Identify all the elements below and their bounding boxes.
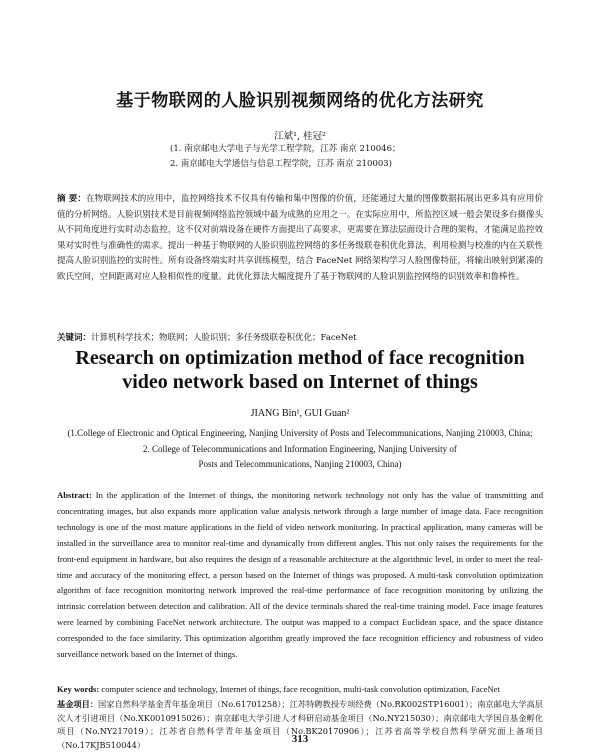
chinese-authors: 江斌¹, 桂冠²: [274, 131, 326, 142]
english-keywords: [57, 684, 543, 694]
english-authors: JIANG Bin¹, GUI Guan²: [250, 408, 350, 419]
page-number: 313: [291, 733, 309, 745]
chinese-keywords-label: 关键词：: [57, 333, 92, 343]
english-keywords-text: computer science and technology, Internet of things, face recognition, multi-task convolution optimization, FaceNet: [101, 684, 500, 694]
chinese-abstract-text: 在物联网技术的应用中，监控网络技术不仅具有传输和集中图像的价值，还能通过大量的图像数据拓展出更多具有应用价值的分析网络。人脸识别技术是目前视频网络监控领域中最为成熟的应用之一。在实际应用中，所监控区域一般会架设多台摄像头从不同角度进行实时动态监控，这不仅对前端设备在硬件方面提出了高要求，更需要在算法层面设计合理的架构，才能满足监控效果对实时性与准确性的需求。提出一种基于物联网的人脸识别监控网络的多任务级联卷积优化算法，利用检测与校准的内在关联性提高人脸识别监控的实时性。所有设备终端实时共享训练模型，结合 FaceNet 网络架构学习人脸图像特征，将输出映射到紧凑的欧氏空间，空间距离对应人脸相似性的度量。此优化算法大幅度提升了基于物联网的人脸识别监控网络的识别效率和鲁棒性。: [57, 194, 543, 282]
chinese-keywords: [57, 331, 543, 343]
chinese-abstract: [57, 192, 543, 285]
english-affiliation-line-3: Posts and Telecommunications, Nanjing 210003, China): [198, 459, 402, 469]
funding-text: 国家自然科学基金青年基金项目（No.61701258）；江苏特聘教授专项经费（No.RK002STP16001）；南京邮电大学高层次人才引进项目（No.XK0010915026）；南京邮电大学引进人才科研启动基金项目（No.NY215030）；南京邮电大学国自基金孵化项目（No.NY217019）；江苏省自然科学青年基金项目（No.BK20170906）；江苏省高等学校自然科学研究面上备项目（No.17KJB510044）: [57, 699, 543, 750]
chinese-affiliation-2: 2. 南京邮电大学通信与信息工程学院，江苏 南京 210003): [170, 159, 392, 169]
english-title: [0, 346, 600, 394]
chinese-title: 基于物联网的人脸识别视频网络的优化方法研究: [116, 91, 484, 111]
chinese-affiliation-1: (1. 南京邮电大学电子与光学工程学院，江苏 南京 210046；: [170, 144, 401, 154]
english-abstract: [57, 488, 543, 663]
english-affiliations: [57, 426, 543, 473]
english-affiliation-line-2: 2. College of Telecommunications and Information Engineering, Nanjing University of: [143, 443, 457, 454]
english-keywords-label: Key words:: [57, 684, 100, 694]
english-title-line-1: Research on optimization method of face recognition: [75, 347, 525, 369]
english-abstract-label: Abstract:: [57, 490, 92, 500]
english-affiliation-line-1: (1.College of Electronic and Optical Engineering, Nanjing University of Posts and Telecommunications, Nanjing 210003, China;: [67, 428, 533, 438]
english-title-line-2: video network based on Internet of things: [122, 371, 478, 393]
chinese-keywords-text: 计算机科学技术；物联网；人脸识别；多任务级联卷积优化；FaceNet: [91, 333, 357, 343]
funding-label: 基金项目：: [57, 699, 99, 709]
english-abstract-text: In the application of the Internet of things, the monitoring network technology not only has the value of transmitting and concentrating images, but also expands more application value analysis network through a large number of image data. Face recognition technology is one of the most mature applications in the field of video network monitoring. In practical application, many cameras will be installed in the surveillance area to monitor real-time and dynamically from different angles. This not only raises the requirements for the front-end equipment in hardware, but also requires the design of a reasonable architecture at the algorithmic level, in order to meet the real-time and accuracy of the monitoring effect, a person based on the Internet of things was proposed. A multi-task convolution optimization algorithm of face recognition monitoring network improved the real-time performance of face recognition monitoring by utilizing the intrinsic correlation between detection and calibration. All of the device terminals shared the real-time training model. Face image features were learned by combining FaceNet network architecture. The output was mapped to a compact Euclidean space, and the space distance corresponded to the face similarity. This optimization algorithm greatly improved the face recognition efficiency and robustness of video surveillance network based on the Internet of things.: [57, 490, 543, 660]
chinese-abstract-label: 摘 要：: [57, 194, 86, 204]
